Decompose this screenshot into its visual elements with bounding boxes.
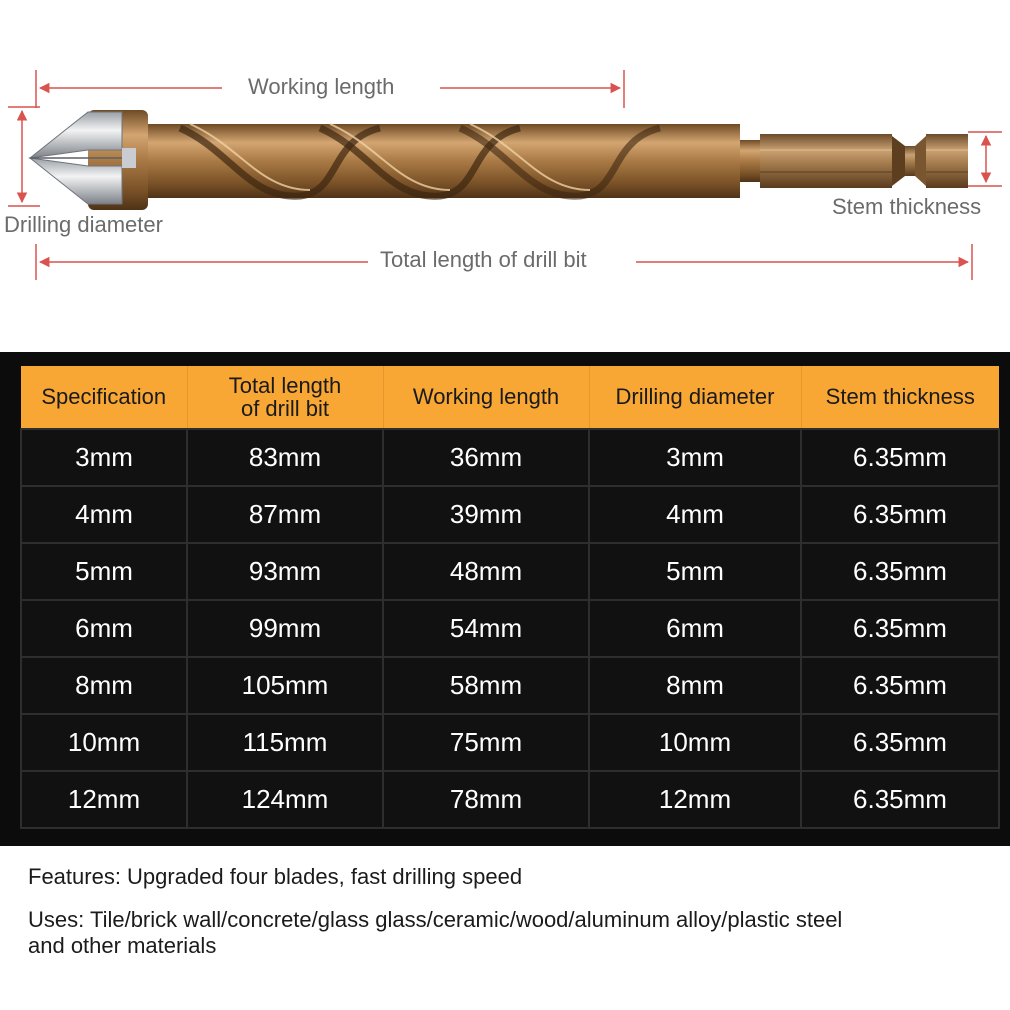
cell-total-length: 99mm: [187, 600, 383, 657]
header-total-length-line1: Total length: [228, 372, 342, 398]
cell-total-length: 124mm: [187, 771, 383, 828]
header-total-length: [187, 366, 383, 429]
working-length-label: Working length: [248, 74, 395, 99]
drill-bit: [30, 110, 968, 210]
cell-drilling-diameter: 3mm: [589, 429, 801, 486]
uses-text-line2: and other materials: [28, 933, 217, 958]
cell-stem-thickness: 6.35mm: [801, 771, 999, 828]
cell-stem-thickness: 6.35mm: [801, 714, 999, 771]
specification-panel: [0, 352, 1010, 846]
cell-stem-thickness: 6.35mm: [801, 657, 999, 714]
cell-total-length: 105mm: [187, 657, 383, 714]
header-working-length: Working length: [383, 366, 589, 429]
cell-working-length: 36mm: [383, 429, 589, 486]
cell-specification: 10mm: [21, 714, 187, 771]
cell-drilling-diameter: 6mm: [589, 600, 801, 657]
cell-drilling-diameter: 8mm: [589, 657, 801, 714]
cell-drilling-diameter: 10mm: [589, 714, 801, 771]
cell-drilling-diameter: 4mm: [589, 486, 801, 543]
cell-specification: 3mm: [21, 429, 187, 486]
cell-working-length: 54mm: [383, 600, 589, 657]
drill-bit-illustration: [0, 0, 1010, 320]
stem-thickness-dimension: [968, 132, 1002, 186]
header-stem-thickness: Stem thickness: [801, 366, 999, 429]
table-row: [21, 771, 999, 828]
stem-thickness-label: Stem thickness: [832, 194, 982, 219]
cell-stem-thickness: 6.35mm: [801, 543, 999, 600]
cell-drilling-diameter: 12mm: [589, 771, 801, 828]
drill-bit-diagram: [0, 0, 1010, 320]
product-notes: [28, 864, 988, 959]
cell-stem-thickness: 6.35mm: [801, 600, 999, 657]
table-row: [21, 486, 999, 543]
cell-stem-thickness: 6.35mm: [801, 429, 999, 486]
table-row: [21, 714, 999, 771]
cell-specification: 6mm: [21, 600, 187, 657]
cell-working-length: 75mm: [383, 714, 589, 771]
uses-text-line1: Uses: Tile/brick wall/concrete/glass glass/ceramic/wood/aluminum alloy/plastic steel: [28, 907, 843, 932]
table-row: [21, 657, 999, 714]
features-text: Features: Upgraded four blades, fast drilling speed: [28, 864, 523, 889]
specification-table: [20, 366, 1000, 829]
cell-specification: 8mm: [21, 657, 187, 714]
cell-total-length: 115mm: [187, 714, 383, 771]
total-length-label: Total length of drill bit: [380, 247, 587, 272]
cell-working-length: 58mm: [383, 657, 589, 714]
header-drilling-diameter: Drilling diameter: [589, 366, 801, 429]
cell-total-length: 93mm: [187, 543, 383, 600]
table-row: [21, 429, 999, 486]
table-row: [21, 543, 999, 600]
cell-specification: 12mm: [21, 771, 187, 828]
header-specification: Specification: [21, 366, 187, 429]
cell-total-length: 87mm: [187, 486, 383, 543]
table-header-row: [21, 366, 999, 429]
cell-specification: 5mm: [21, 543, 187, 600]
header-total-length-line2: of drill bit: [240, 396, 330, 421]
drilling-diameter-label: Drilling diameter: [4, 212, 163, 237]
cell-working-length: 48mm: [383, 543, 589, 600]
cell-total-length: 83mm: [187, 429, 383, 486]
cell-drilling-diameter: 5mm: [589, 543, 801, 600]
cell-specification: 4mm: [21, 486, 187, 543]
cell-working-length: 39mm: [383, 486, 589, 543]
cell-stem-thickness: 6.35mm: [801, 486, 999, 543]
table-row: [21, 600, 999, 657]
cell-working-length: 78mm: [383, 771, 589, 828]
